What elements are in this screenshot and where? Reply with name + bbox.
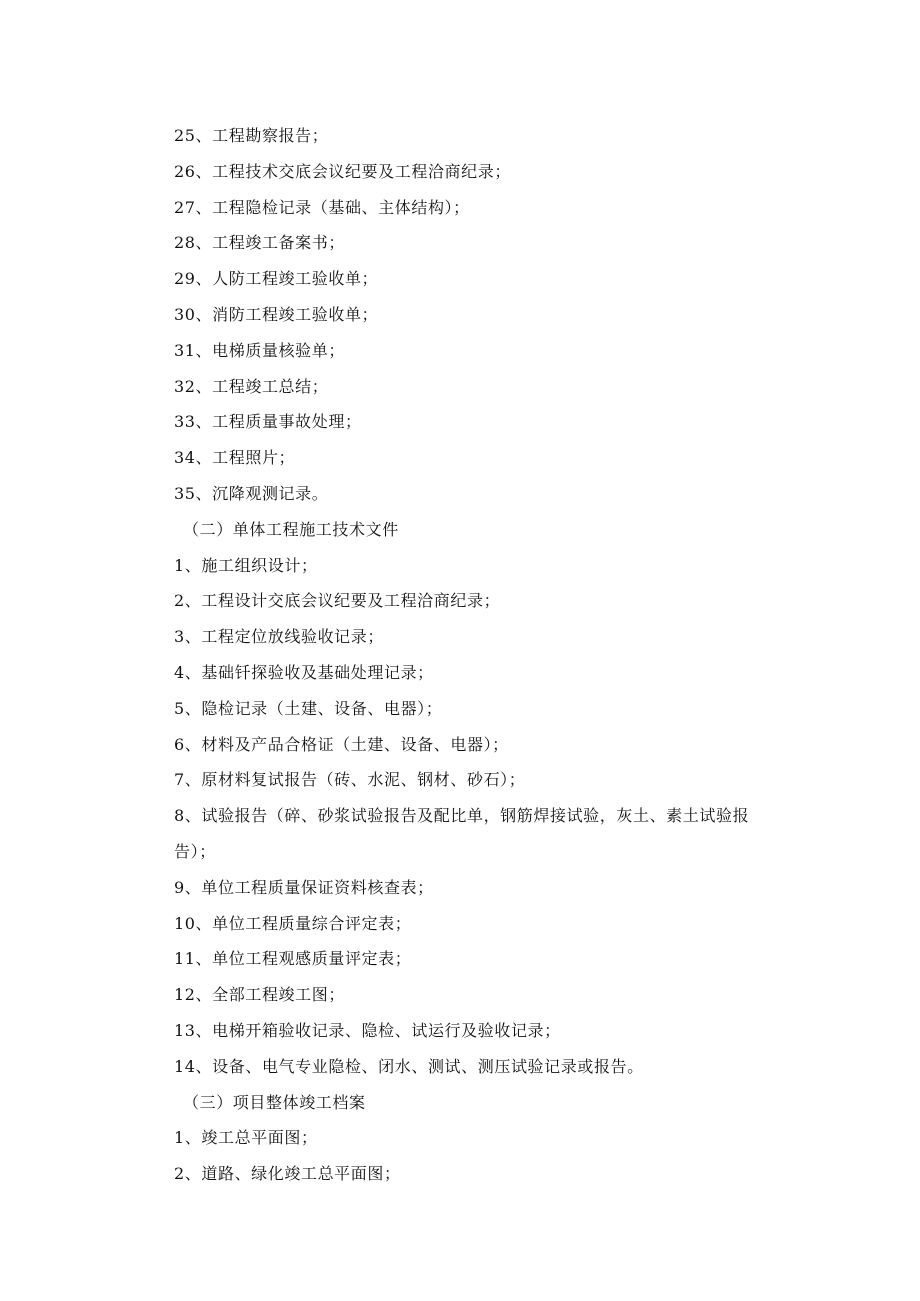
list-item: 32、工程竣工总结； — [174, 376, 329, 396]
list-item: 12、全部工程竣工图； — [174, 985, 345, 1005]
document-body — [137, 118, 777, 1192]
list-item: 28、工程竣工备案书； — [174, 233, 345, 253]
list-item: 9、单位工程质量保证资料核查表； — [174, 877, 434, 897]
list-item: 29、人防工程竣工验收单； — [174, 269, 379, 289]
section-heading: （三）项目整体竣工档案 — [183, 1092, 366, 1112]
list-item: 33、工程质量事故处理； — [174, 412, 362, 432]
list-item: 2、工程设计交底会议纪要及工程洽商纪录； — [174, 591, 501, 611]
list-item: 10、单位工程质量综合评定表； — [174, 913, 412, 933]
list-item: 25、工程勘察报告； — [174, 126, 329, 145]
list-item: 26、工程技术交底会议纪要及工程洽商纪录； — [174, 161, 511, 181]
list-item: 5、隐检记录（土建、设备、电器）； — [174, 698, 443, 718]
list-item: 1、竣工总平面图； — [174, 1128, 318, 1148]
list-item: 3、工程定位放线验收记录； — [174, 627, 384, 647]
list-item: 2、道路、绿化竣工总平面图； — [174, 1164, 401, 1184]
list-item: 4、基础钎探验收及基础处理记录； — [174, 662, 434, 682]
list-item: 13、电梯开箱验收记录、隐检、试运行及验收记录； — [174, 1020, 561, 1040]
list-item: 6、材料及产品合格证（土建、设备、电器）； — [174, 734, 509, 754]
list-item: 35、沉降观测记录。 — [174, 483, 329, 503]
list-item: 11、单位工程观感质量评定表； — [174, 949, 412, 969]
list-item: 30、消防工程竣工验收单； — [174, 304, 379, 324]
section-heading: （二）单体工程施工技术文件 — [183, 519, 399, 539]
list-item: 7、原材料复试报告（砖、水泥、钢材、砂石）； — [174, 770, 526, 790]
list-item: 27、工程隐检记录（基础、主体结构）； — [174, 197, 470, 217]
list-item: 34、工程照片； — [174, 448, 296, 468]
list-item: 31、电梯质量核验单； — [174, 340, 345, 360]
list-item: 1、施工组织设计； — [174, 555, 318, 575]
list-item: 14、设备、电气专业隐检、闭水、测试、测压试验记录或报告。 — [174, 1056, 644, 1076]
list-item: 8、试验报告（碎、砂浆试验报告及配比单，钢筋焊接试验，灰土、素土试验报告）； — [174, 806, 750, 861]
